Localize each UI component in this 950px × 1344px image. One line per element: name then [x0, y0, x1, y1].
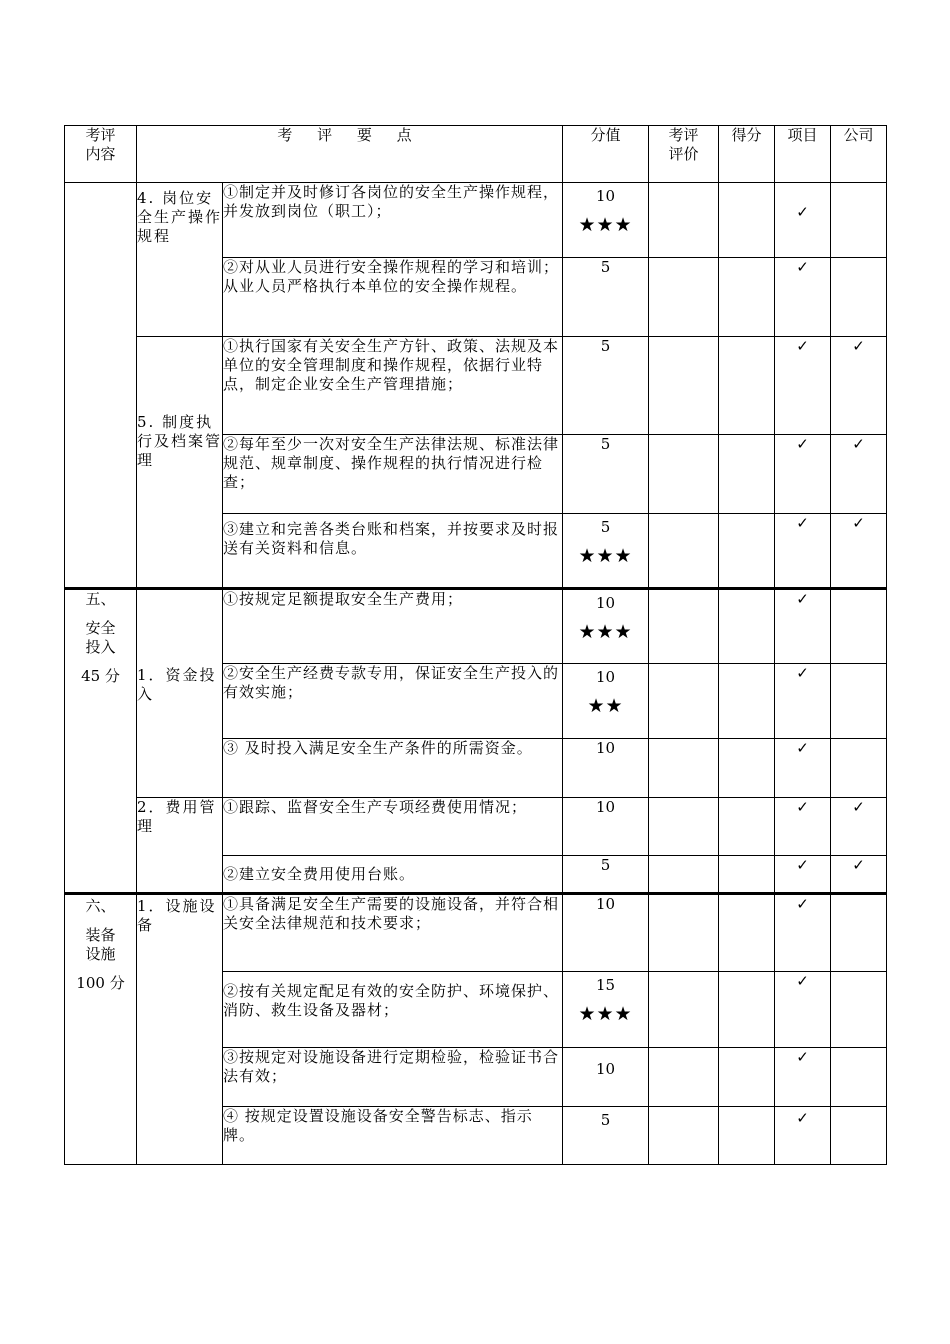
company-check-cell [831, 972, 887, 1048]
category-total-score: 45 分 [81, 667, 120, 685]
category-name: 装备 [85, 926, 116, 944]
score-value: 5 [563, 258, 649, 337]
header-got: 得分 [719, 126, 775, 183]
point-text: ②对从业人员进行安全操作规程的学习和培训；从业人员严格执行本单位的安全操作规程。 [223, 258, 563, 337]
score-value: 5 [563, 337, 649, 435]
score-cell [563, 972, 649, 1048]
score-cell [563, 589, 649, 664]
evaluation-cell [649, 664, 719, 739]
got-cell [719, 337, 775, 435]
got-cell [719, 258, 775, 337]
table-row [65, 894, 887, 972]
project-check-icon: ✓ [775, 894, 831, 972]
got-cell [719, 739, 775, 798]
evaluation-cell [649, 1107, 719, 1165]
score-value: 5 [600, 518, 611, 536]
point-text: ②建立安全费用使用台账。 [223, 856, 563, 894]
point-text: ③按规定对设施设备进行定期检验，检验证书合法有效； [223, 1048, 563, 1107]
evaluation-cell [649, 1048, 719, 1107]
project-check-icon: ✓ [775, 258, 831, 337]
project-check-icon: ✓ [775, 1048, 831, 1107]
project-check-icon: ✓ [775, 435, 831, 514]
score-value: 5 [563, 856, 649, 894]
category-name: 安全 [85, 619, 116, 637]
score-value: 10 [563, 739, 649, 798]
evaluation-cell [649, 856, 719, 894]
score-value: 5 [563, 1107, 649, 1165]
company-check-icon: ✓ [831, 798, 887, 856]
score-value: 10 [563, 798, 649, 856]
project-check-icon: ✓ [775, 183, 831, 258]
project-check-icon: ✓ [775, 337, 831, 435]
point-text: ①执行国家有关安全生产方针、政策、法规及本单位的安全管理制度和操作规程，依据行业特点，制定企业安全生产管理措施； [223, 337, 563, 435]
point-text: ③ 及时投入满足安全生产条件的所需资金。 [223, 739, 563, 798]
category-name: 投入 [85, 638, 116, 656]
header-evaluation: 考评 评价 [649, 126, 719, 183]
score-cell [563, 664, 649, 739]
company-check-cell [831, 589, 887, 664]
evaluation-cell [649, 589, 719, 664]
evaluation-cell [649, 183, 719, 258]
company-check-cell [831, 664, 887, 739]
point-text: ①具备满足安全生产需要的设施设备，并符合相关安全法律规范和技术要求； [223, 894, 563, 972]
table-row [65, 337, 887, 435]
project-check-icon: ✓ [775, 589, 831, 664]
category-number: 六、 [85, 897, 116, 915]
point-text: ①制定并及时修订各岗位的安全生产操作规程，并发放到岗位（职工）； [223, 183, 563, 258]
company-check-icon: ✓ [831, 514, 887, 589]
got-cell [719, 894, 775, 972]
score-cell [563, 514, 649, 589]
table-row [65, 589, 887, 664]
sub-item-label: 5. 制度执行及档案管理 [137, 337, 223, 589]
company-check-cell [831, 1048, 887, 1107]
star-rating: ★★★ [578, 621, 633, 643]
evaluation-table [64, 125, 887, 1165]
score-value: 10 [595, 668, 616, 686]
project-check-icon: ✓ [775, 856, 831, 894]
evaluation-cell [649, 894, 719, 972]
point-text: ②安全生产经费专款专用，保证安全生产投入的有效实施； [223, 664, 563, 739]
got-cell [719, 972, 775, 1048]
evaluation-cell [649, 337, 719, 435]
got-cell [719, 435, 775, 514]
category-number: 五、 [85, 590, 116, 608]
got-cell [719, 514, 775, 589]
category-total-score: 100 分 [76, 974, 125, 992]
score-value: 10 [595, 594, 616, 612]
score-value: 15 [595, 976, 616, 994]
sub-item-label: 2．费用管理 [137, 798, 223, 894]
got-cell [719, 183, 775, 258]
got-cell [719, 589, 775, 664]
point-text: ①按规定足额提取安全生产费用； [223, 589, 563, 664]
star-rating: ★★ [587, 695, 624, 717]
score-value: 5 [563, 435, 649, 514]
sub-item-label: 4. 岗位安全生产操作规程 [137, 183, 223, 337]
got-cell [719, 856, 775, 894]
evaluation-cell [649, 435, 719, 514]
company-check-cell [831, 739, 887, 798]
score-value: 10 [563, 894, 649, 972]
header-score: 分值 [563, 126, 649, 183]
point-text: ②每年至少一次对安全生产法律法规、标准法律规范、规章制度、操作规程的执行情况进行检查； [223, 435, 563, 514]
category-cell [65, 894, 137, 1165]
project-check-icon: ✓ [775, 664, 831, 739]
table-row [65, 798, 887, 856]
company-check-cell [831, 258, 887, 337]
company-check-icon: ✓ [831, 856, 887, 894]
category-cell [65, 589, 137, 894]
evaluation-cell [649, 972, 719, 1048]
star-rating: ★★★ [578, 545, 633, 567]
evaluation-cell [649, 798, 719, 856]
evaluation-cell [649, 258, 719, 337]
table-row [65, 183, 887, 258]
company-check-icon: ✓ [831, 337, 887, 435]
point-text: ③建立和完善各类台账和档案，并按要求及时报送有关资料和信息。 [223, 514, 563, 589]
evaluation-cell [649, 514, 719, 589]
header-points: 考 评 要 点 [137, 126, 563, 183]
got-cell [719, 1048, 775, 1107]
header-company: 公司 [831, 126, 887, 183]
score-value: 10 [595, 187, 616, 205]
got-cell [719, 664, 775, 739]
project-check-icon: ✓ [775, 798, 831, 856]
category-cell-empty [65, 183, 137, 589]
point-text: ②按有关规定配足有效的安全防护、环境保护、消防、救生设备及器材； [223, 972, 563, 1048]
score-cell [563, 183, 649, 258]
project-check-icon: ✓ [775, 1107, 831, 1165]
header-project: 项目 [775, 126, 831, 183]
company-check-cell [831, 894, 887, 972]
project-check-icon: ✓ [775, 514, 831, 589]
project-check-icon: ✓ [775, 972, 831, 1048]
star-rating: ★★★ [578, 1003, 633, 1025]
star-rating: ★★★ [578, 214, 633, 236]
header-row [65, 126, 887, 183]
sub-item-label: 1．资金投入 [137, 589, 223, 798]
project-check-icon: ✓ [775, 739, 831, 798]
point-text: ①跟踪、监督安全生产专项经费使用情况； [223, 798, 563, 856]
point-text: ④ 按规定设置设施设备安全警告标志、指示牌。 [223, 1107, 563, 1165]
sub-item-label: 1．设施设备 [137, 894, 223, 1165]
category-name: 设施 [85, 945, 116, 963]
got-cell [719, 798, 775, 856]
company-check-cell [831, 183, 887, 258]
company-check-icon: ✓ [831, 435, 887, 514]
evaluation-cell [649, 739, 719, 798]
score-value: 10 [563, 1048, 649, 1107]
got-cell [719, 1107, 775, 1165]
company-check-cell [831, 1107, 887, 1165]
header-content: 考评 内容 [65, 126, 137, 183]
